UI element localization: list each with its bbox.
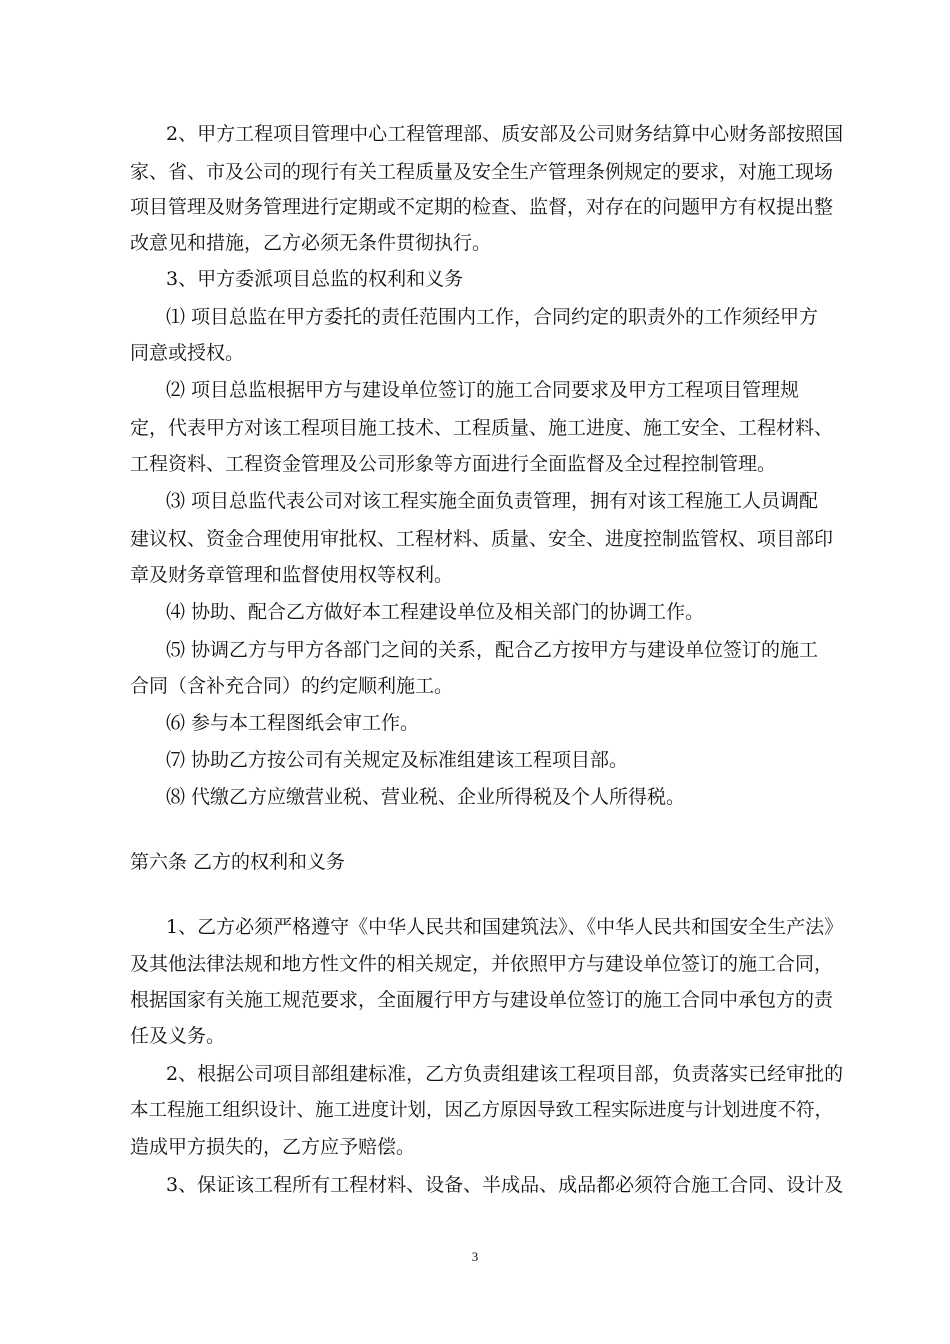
paragraph-line: 及其他法律法规和地方性文件的相关规定，并依照甲方与建设单位签订的施工合同， [130,953,834,975]
paragraph-line: ⑶ 项目总监代表公司对该工程实施全面负责管理，拥有对该工程施工人员调配 [166,490,819,512]
paragraph-line: 改意见和措施，乙方必须无条件贯彻执行。 [130,232,492,254]
paragraph-line: ⑹ 参与本工程图纸会审工作。 [166,712,420,734]
paragraph-line: ⑷ 协助、配合乙方做好本工程建设单位及相关部门的协调工作。 [166,601,705,623]
article-heading: 第六条 乙方的权利和义务 [130,851,346,873]
paragraph-line: ⑻ 代缴乙方应缴营业税、营业税、企业所得税及个人所得税。 [166,786,686,808]
section-heading: 3、甲方委派项目总监的权利和义务 [166,268,464,290]
paragraph-line: ⑺ 协助乙方按公司有关规定及标准组建该工程项目部。 [166,749,629,771]
paragraph-line: 合同（含补充合同）的约定顺利施工。 [130,675,454,697]
paragraph-line: 章及财务章管理和监督使用权等权利。 [130,564,454,586]
paragraph-line: 本工程施工组织设计、施工进度计划，因乙方原因导致工程实际进度与计划进度不符， [130,1100,834,1121]
paragraph-line: 根据国家有关施工规范要求，全面履行甲方与建设单位签订的施工合同中承包方的责 [130,989,834,1011]
page-number: 3 [471,1249,479,1264]
paragraph-line: 造成甲方损失的，乙方应予赔偿。 [130,1136,416,1158]
paragraph-line: 同意或授权。 [130,342,245,364]
paragraph-line: 建议权、资金合理使用审批权、工程材料、质量、安全、进度控制监管权、项目部印 [130,528,834,550]
paragraph-line: 家、省、市及公司的现行有关工程质量及安全生产管理条例规定的要求，对施工现场 [130,161,834,183]
paragraph-line: ⑴ 项目总监在甲方委托的责任范围内工作，合同约定的职责外的工作须经甲方 [166,306,819,328]
paragraph-line: ⑵ 项目总监根据甲方与建设单位签订的施工合同要求及甲方工程项目管理规 [166,379,800,401]
paragraph-line: 工程资料、工程资金管理及公司形象等方面进行全面监督及全过程控制管理。 [130,453,777,475]
paragraph-line: 2、甲方工程项目管理中心工程管理部、质安部及公司财务结算中心财务部按照国 [166,123,844,145]
paragraph-line: 2、根据公司项目部组建标准，乙方负责组建该工程项目部，负责落实已经审批的 [166,1063,844,1085]
paragraph-line: 3、保证该工程所有工程材料、设备、半成品、成品都必须符合施工合同、设计及 [166,1174,844,1196]
paragraph-line: ⑸ 协调乙方与甲方各部门之间的关系，配合乙方按甲方与建设单位签订的施工 [166,639,819,661]
paragraph-line: 项目管理及财务管理进行定期或不定期的检查、监督，对存在的问题甲方有权提出整 [130,196,834,218]
paragraph-line: 1、乙方必须严格遵守《中华人民共和国建筑法》、《中华人民共和国安全生产法》 [166,916,844,938]
paragraph-line: 定，代表甲方对该工程项目施工技术、工程质量、施工进度、施工安全、工程材料、 [130,417,834,439]
paragraph-line: 任及义务。 [130,1025,226,1047]
